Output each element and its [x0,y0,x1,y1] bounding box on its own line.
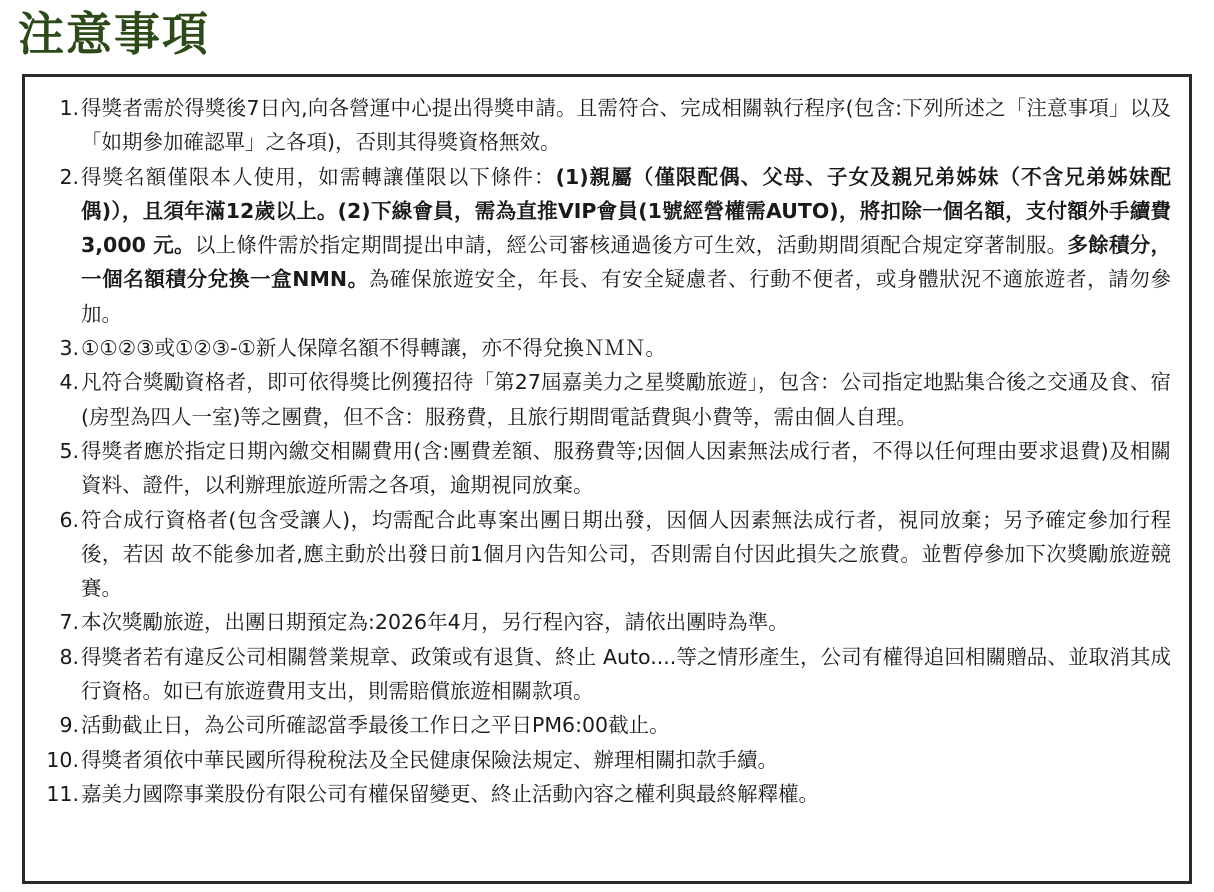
notice-list [25,91,1171,811]
list-item [25,365,1171,434]
item-text: 得獎者需於得獎後7日內,向各營運中心提出得獎申請。且需符合、完成相關執行程序(包含:下列所述之「注意事項」以及 「如期參加確認單」之各項)，否則其得獎資格無效。 [81,96,1171,155]
item-number: 6. [59,507,79,532]
item-text: 本次獎勵旅遊，出團日期預定為:2026年4月，另行程內容，請依出團時為準。 [81,610,789,635]
item-number: 5. [59,438,79,463]
item-number: 2. [59,164,79,189]
item-text: 得獎者須依中華民國所得稅稅法及全民健康保險法規定、辦理相關扣款手續。 [81,747,778,772]
item-text-bold: (1)親屬（僅限配偶、父母、子女及親兄弟姊妹（不含兄弟姊妹配偶)），且須年滿12歲以上。(2)下線會員，需為直推VIP會員(1號經營權需AUTO)，將扣除一個名額，支付額外手續費 3,000 元。 [81,164,1171,258]
item-text: 為確保旅遊安全，年長、有安全疑慮者、行動不便者，或身體狀況不適旅遊者，請勿參加。 [81,267,1172,326]
item-text: 以上條件需於指定期間提出申請，經公司審核通過後方可生效，活動期間須配合規定穿著制服。 [194,233,1068,258]
item-text: 得獎者應於指定日期內繳交相關費用(含:團費差額、服務費等;因個人因素無法成行者，不得以任何理由要求退費)及相關資料、證件，以利辦理旅遊所需之各項，逾期視同放棄。 [81,438,1171,498]
list-item [25,503,1171,606]
item-text: 得獎者若有違反公司相關營業規章、政策或有退貨、終止 Auto....等之情形產生，公司有權得追回相關贈品、並取消其成行資格。如已有旅遊費用支出，則需賠償旅遊相關款項。 [81,644,1171,704]
list-item [25,743,1171,777]
item-text-bold: 多餘積分，一個名額積分兌換一盒NMN。 [81,233,1172,292]
item-text: ①①②③或①②③-①新人保障名額不得轉讓，亦不得兌換ＮＭＮ。 [81,336,666,361]
page-title: 注意事項 [18,7,210,61]
list-item [25,640,1171,709]
item-number: 8. [59,644,79,669]
item-number: 1. [59,96,79,120]
list-item [25,777,1171,811]
item-number: 9. [59,713,79,738]
item-number: 4. [59,370,79,395]
list-item [25,605,1171,639]
list-item [25,160,1171,331]
item-number: 7. [59,610,79,635]
item-number: 10. [46,747,79,772]
item-number: 3. [59,336,79,361]
item-text: 得獎名額僅限本人使用，如需轉讓僅限以下條件： [81,164,556,189]
list-item [25,91,1171,160]
list-item [25,331,1171,365]
item-number: 11. [46,781,79,806]
item-text: 凡符合獎勵資格者，即可依得獎比例獲招待「第27屆嘉美力之星獎勵旅遊」，包含：公司指定地點集合後之交通及食、宿(房型為四人一室)等之團費，但不含：服務費，且旅行期間電話費與小費等，需由個人自理。 [81,370,1171,429]
item-text: 符合成行資格者(包含受讓人)，均需配合此專案出團日期出發，因個人因素無法成行者，視同放棄；另予確定參加行程後，若因 故不能參加者,應主動於出發日前1個月內告知公司，否則需自付因此損失之旅費。並暫停參加下次獎勵旅遊競賽。 [81,507,1171,601]
notice-box [22,74,1192,884]
item-text: 嘉美力國際事業股份有限公司有權保留變更、終止活動內容之權利與最終解釋權。 [81,781,819,806]
list-item [25,708,1171,742]
list-item [25,434,1171,503]
item-text: 活動截止日，為公司所確認當季最後工作日之平日PM6:00截止。 [81,713,670,738]
